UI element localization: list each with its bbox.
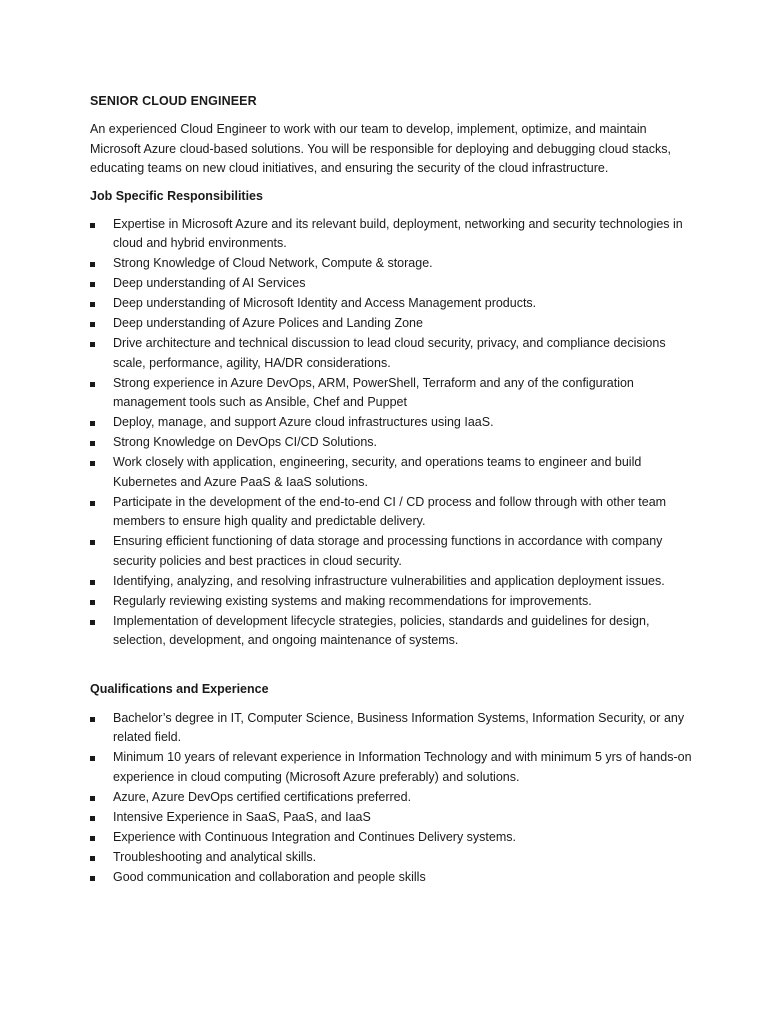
list-item [90,215,693,254]
list-item-text: Strong Knowledge on DevOps CI/CD Solutions. [113,435,378,449]
list-item [90,532,693,571]
bullet-icon [90,342,95,347]
list-item [90,828,693,848]
list-item-text: Strong Knowledge of Cloud Network, Compute & storage. [113,256,433,270]
list-item [90,788,693,808]
list-item-text: Intensive Experience in SaaS, PaaS, and IaaS [113,809,371,824]
list-item [90,374,693,413]
bullet-icon [90,580,95,585]
bullet-icon [90,856,95,861]
list-item-text: Azure, Azure DevOps certified certifications preferred. [113,789,412,804]
bullet-icon [90,600,95,605]
list-item-text: Bachelor’s degree in IT, Computer Science, Business Information Systems, Information Security, or any related field. [113,710,685,744]
bullet-icon [90,322,95,327]
list-item [90,748,693,787]
bullet-icon [90,796,95,801]
list-item-text: Work closely with application, engineering, security, and operations teams to engineer and build Kubernetes and Azure PaaS & IaaS solutions. [113,455,642,489]
list-item [90,709,693,748]
responsibilities-heading: Job Specific Responsibilities [90,188,263,203]
list-item [90,493,693,532]
bullet-icon [90,302,95,307]
bullet-icon [90,382,95,387]
list-item [90,453,693,492]
list-item-text: Strong experience in Azure DevOps, ARM, PowerShell, Terraform and any of the configuration management tools such as Ansible, Chef and Puppet [113,375,634,409]
bullet-icon [90,461,95,466]
bullet-icon [90,816,95,821]
list-item-text: Expertise in Microsoft Azure and its relevant build, deployment, networking and security technologies in cloud and hybrid environments. [113,216,683,250]
qualifications-heading: Qualifications and Experience [90,681,269,696]
bullet-icon [90,540,95,545]
list-item-text: Deep understanding of Microsoft Identity and Access Management products. [113,296,537,310]
list-item-text: Experience with Continuous Integration and Continues Delivery systems. [113,829,516,844]
bullet-icon [90,717,95,722]
list-item [90,413,693,433]
list-item-text: Troubleshooting and analytical skills. [113,849,317,864]
list-item-text: Regularly reviewing existing systems and making recommendations for improvements. [113,593,592,608]
bullet-icon [90,421,95,426]
list-item-text: Ensuring efficient functioning of data storage and processing functions in accordance with company security policies and best practices in cloud security. [113,534,663,568]
list-item [90,868,693,888]
list-item [90,592,693,612]
list-item [90,572,693,592]
list-item-text: Participate in the development of the end-to-end CI / CD process and follow through with other team members to ensure high quality and predictable delivery. [113,494,667,528]
bullet-icon [90,836,95,841]
bullet-icon [90,756,95,761]
list-item [90,612,693,651]
list-item [90,314,693,334]
responsibilities-list [90,215,683,651]
bullet-icon [90,620,95,625]
document-title: SENIOR CLOUD ENGINEER [90,94,257,108]
list-item-text: Minimum 10 years of relevant experience in Information Technology and with minimum 5 yrs of hands-on experience in cloud computing (Microsoft Azure preferably) and solutions. [113,750,692,784]
list-item [90,433,693,453]
list-item [90,254,693,274]
bullet-icon [90,223,95,228]
bullet-icon [90,441,95,446]
list-item [90,848,693,868]
intro-paragraph: An experienced Cloud Engineer to work with our team to develop, implement, optimize, and maintain Microsoft Azure cloud-based solutions. You will be responsible for deploying and debugging cloud stacks, educating teams on new cloud initiatives, and ensuring the security of the cloud infrastructure. [90,122,671,175]
list-item-text: Identifying, analyzing, and resolving infrastructure vulnerabilities and application deployment issues. [113,573,665,588]
list-item [90,334,693,373]
bullet-icon [90,282,95,287]
bullet-icon [90,876,95,881]
list-item-text: Deep understanding of AI Services [113,276,306,290]
bullet-icon [90,501,95,506]
qualifications-list [90,709,692,888]
list-item-text: Good communication and collaboration and people skills [113,869,426,884]
list-item [90,294,693,314]
list-item [90,274,693,294]
list-item-text: Implementation of development lifecycle strategies, policies, standards and guidelines for design, selection, development, and ongoing maintenance of systems. [113,613,650,647]
bullet-icon [90,262,95,267]
list-item [90,808,693,828]
list-item-text: Drive architecture and technical discussion to lead cloud security, privacy, and compliance decisions scale, performance, agility, HA/DR considerations. [113,336,666,370]
list-item-text: Deploy, manage, and support Azure cloud infrastructures using IaaS. [113,415,494,429]
list-item-text: Deep understanding of Azure Polices and Landing Zone [113,316,423,330]
